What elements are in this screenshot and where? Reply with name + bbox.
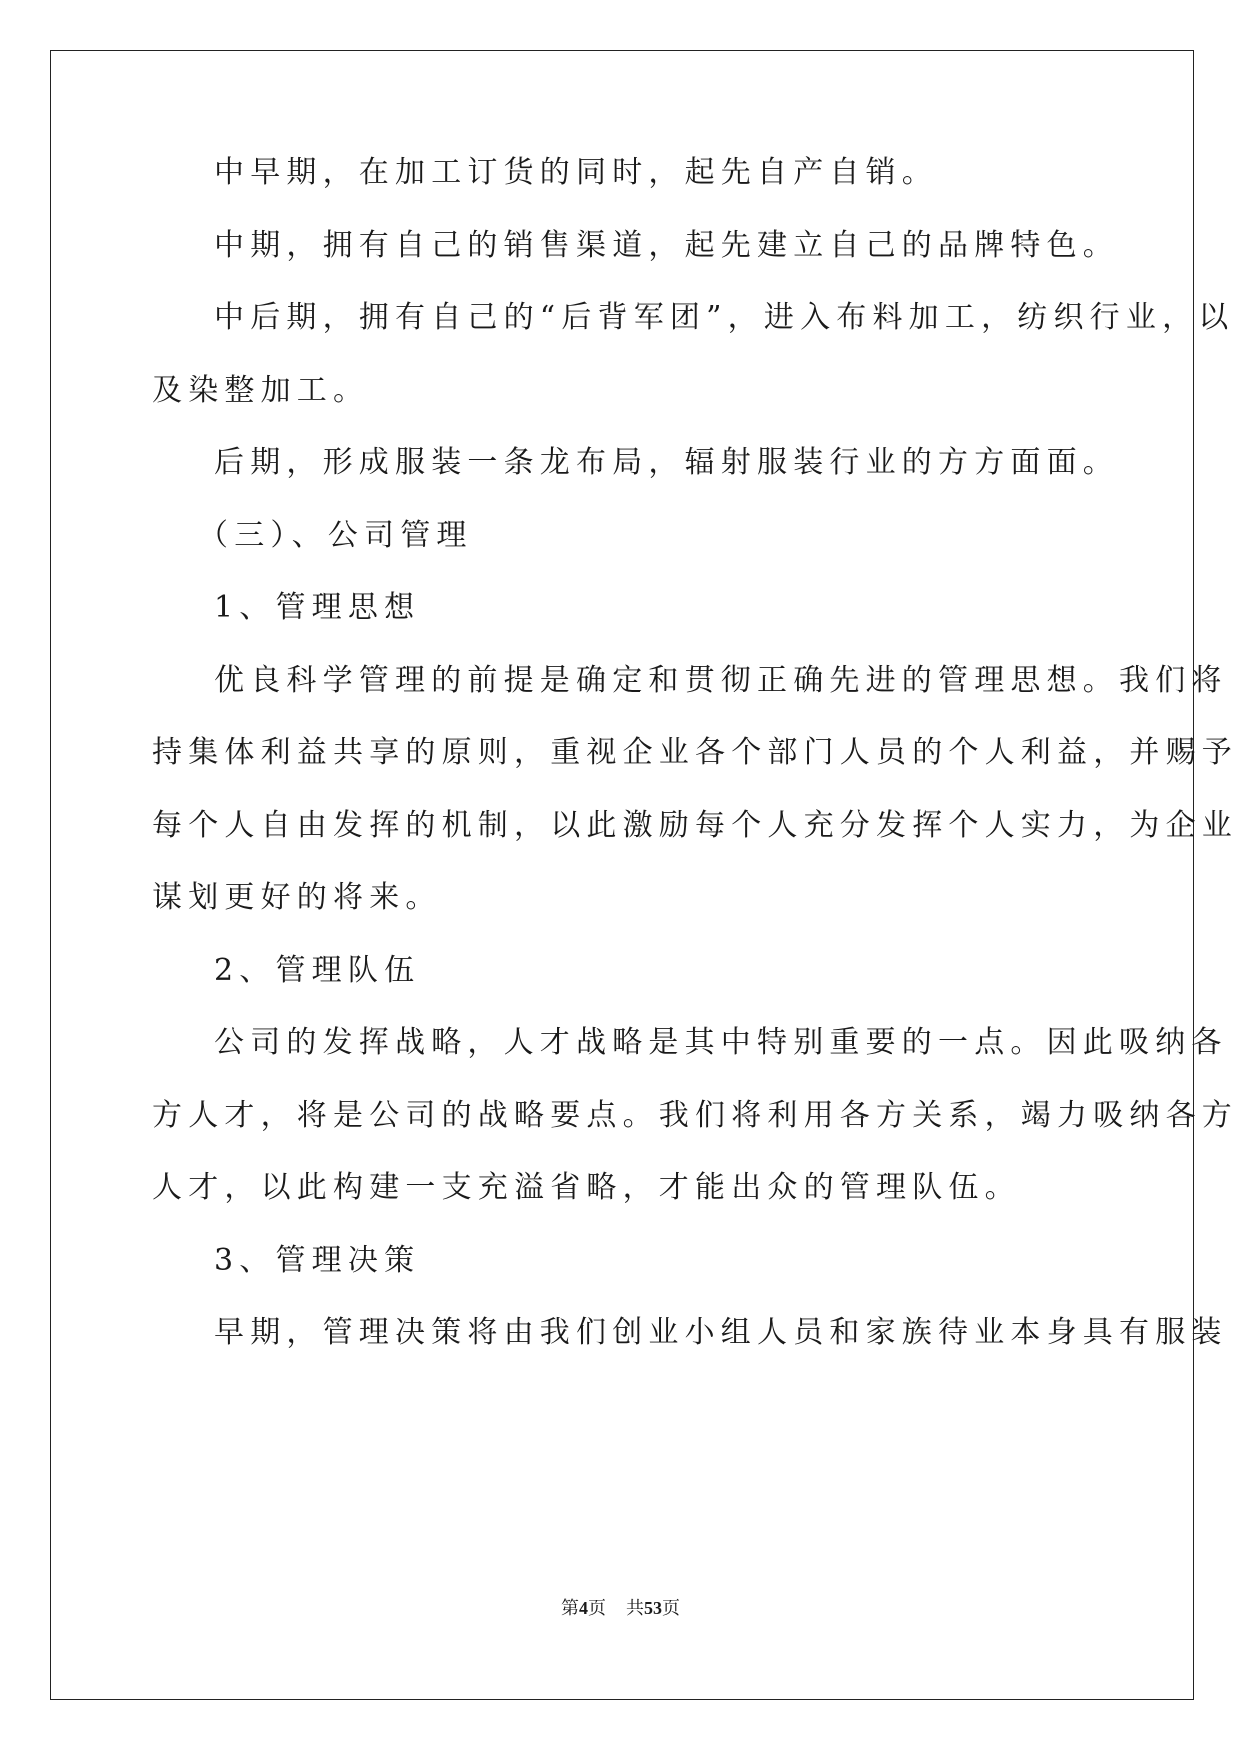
page-number: 4 (579, 1598, 588, 1618)
page-footer (0, 1596, 1241, 1620)
subsection-heading: 2、管理队伍 (214, 953, 421, 988)
paragraph-line: 中后期，拥有自己的“后背军团”，进入布料加工，纺织行业，以 (214, 300, 1235, 335)
subsection-heading: 1、管理思想 (214, 590, 421, 625)
paragraph-line: 及染整加工。 (152, 373, 370, 408)
paragraph-line: 方人才，将是公司的战略要点。我们将利用各方关系，竭力吸纳各方 (152, 1098, 1238, 1133)
page-suffix: 页 (588, 1598, 606, 1618)
total-suffix: 页 (662, 1598, 680, 1618)
paragraph-line: 谋划更好的将来。 (152, 880, 442, 915)
section-heading: （三）、公司管理 (198, 518, 473, 553)
paragraph-line: 后期，形成服装一条龙布局，辐射服装行业的方方面面。 (214, 445, 1119, 480)
paragraph-line: 人才，以此构建一支充溢省略，才能出众的管理队伍。 (152, 1170, 1021, 1205)
paragraph-line: 中期，拥有自己的销售渠道，起先建立自己的品牌特色。 (214, 228, 1119, 263)
total-prefix: 共 (626, 1598, 644, 1618)
paragraph-line: 每个人自由发挥的机制，以此激励每个人充分发挥个人实力，为企业 (152, 808, 1238, 843)
page-prefix: 第 (561, 1598, 579, 1618)
paragraph-line: 公司的发挥战略，人才战略是其中特别重要的一点。因此吸纳各 (214, 1025, 1228, 1060)
paragraph-line: 中早期，在加工订货的同时，起先自产自销。 (214, 155, 938, 190)
total-pages: 53 (644, 1598, 662, 1618)
paragraph-line: 早期，管理决策将由我们创业小组人员和家族待业本身具有服装 (214, 1315, 1228, 1350)
subsection-heading: 3、管理决策 (214, 1243, 421, 1278)
paragraph-line: 优良科学管理的前提是确定和贯彻正确先进的管理思想。我们将 (214, 663, 1228, 698)
paragraph-line: 持集体利益共享的原则，重视企业各个部门人员的个人利益，并赐予 (152, 735, 1238, 770)
